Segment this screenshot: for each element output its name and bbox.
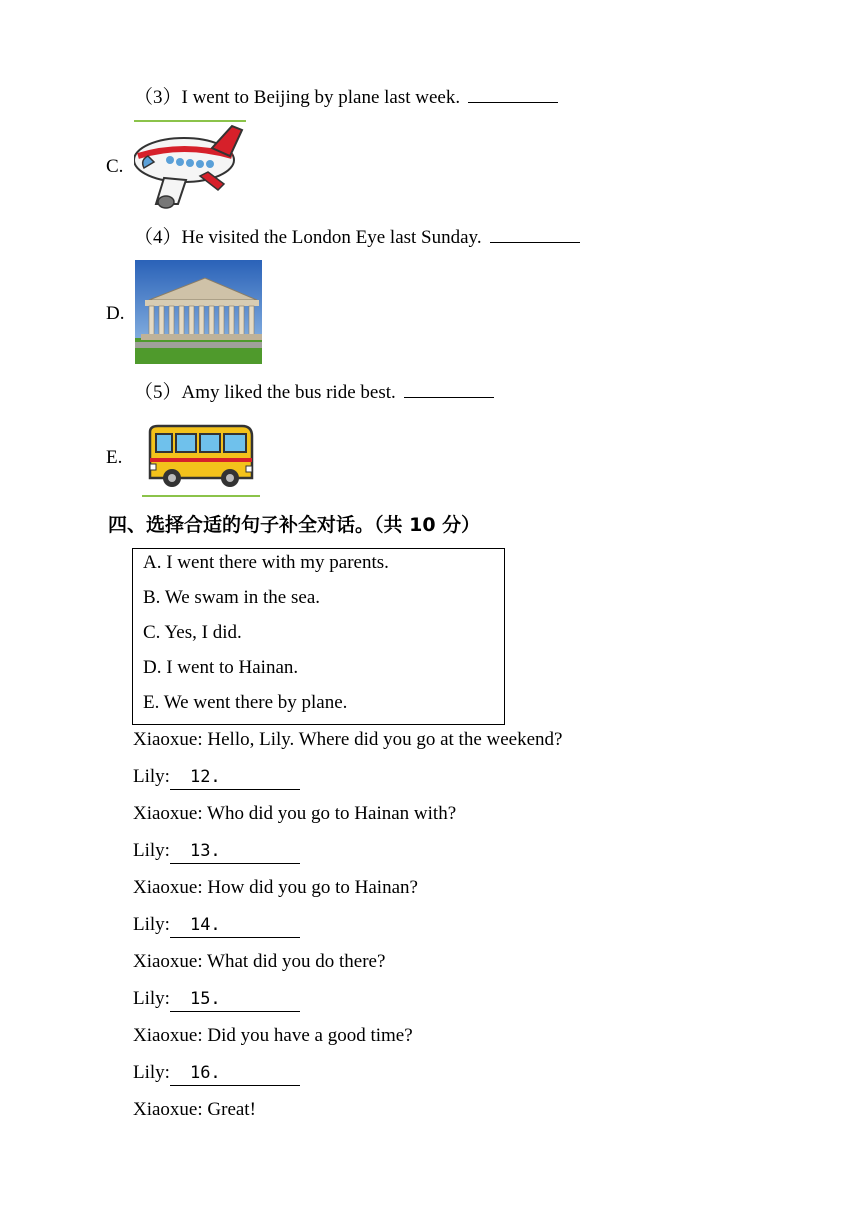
- speaker-lily: Lily:: [133, 988, 170, 1009]
- answer-blank-4[interactable]: [490, 224, 580, 243]
- airplane-image: [134, 120, 246, 212]
- answer-blank-3[interactable]: [468, 84, 558, 103]
- question-4: [134, 224, 580, 250]
- option-letter-e: E.: [106, 447, 123, 468]
- answer-blank-15[interactable]: 15.: [170, 987, 300, 1012]
- answer-blank-5[interactable]: [404, 379, 494, 398]
- options-box: [132, 548, 505, 725]
- speaker-lily: Lily:: [133, 840, 170, 861]
- dialogue-line-4: Xiaoxue: What did you do there?: [133, 951, 386, 972]
- question-5-text: （5）Amy liked the bus ride best.: [134, 382, 396, 403]
- option-letter-c: C.: [106, 156, 124, 177]
- answer-blank-16[interactable]: 16.: [170, 1061, 300, 1086]
- dialogue-line-2: Xiaoxue: Who did you go to Hainan with?: [133, 803, 457, 824]
- dialogue-line-6: Xiaoxue: Great!: [133, 1099, 256, 1120]
- bus-image: [142, 416, 260, 498]
- option-a: A. I went there with my parents.: [143, 552, 389, 573]
- dialogue-answer-15: [133, 987, 300, 1012]
- option-e: E. We went there by plane.: [143, 692, 348, 713]
- dialogue-line-1: Xiaoxue: Hello, Lily. Where did you go at the weekend?: [133, 729, 563, 750]
- question-4-text: （4）He visited the London Eye last Sunday.: [134, 227, 482, 248]
- option-b: B. We swam in the sea.: [143, 587, 321, 608]
- question-5: [134, 379, 494, 405]
- option-d: D. I went to Hainan.: [143, 657, 299, 678]
- answer-blank-13[interactable]: 13.: [170, 839, 300, 864]
- option-letter-d: D.: [106, 303, 125, 324]
- speaker-lily: Lily:: [133, 914, 170, 935]
- dialogue-answer-16: [133, 1061, 300, 1086]
- dialogue-answer-14: [133, 913, 300, 938]
- museum-image: [135, 260, 262, 364]
- dialogue-answer-12: [133, 765, 300, 790]
- speaker-lily: Lily:: [133, 766, 170, 787]
- answer-blank-12[interactable]: 12.: [170, 765, 300, 790]
- section-title: 四、选择合适的句子补全对话。（共 10 分）: [108, 514, 481, 536]
- dialogue-answer-13: [133, 839, 300, 864]
- speaker-lily: Lily:: [133, 1062, 170, 1083]
- question-3-text: （3）I went to Beijing by plane last week.: [134, 87, 461, 108]
- option-c: C. Yes, I did.: [143, 622, 242, 643]
- dialogue-line-5: Xiaoxue: Did you have a good time?: [133, 1025, 413, 1046]
- question-3: [134, 84, 558, 110]
- answer-blank-14[interactable]: 14.: [170, 913, 300, 938]
- dialogue-line-3: Xiaoxue: How did you go to Hainan?: [133, 877, 418, 898]
